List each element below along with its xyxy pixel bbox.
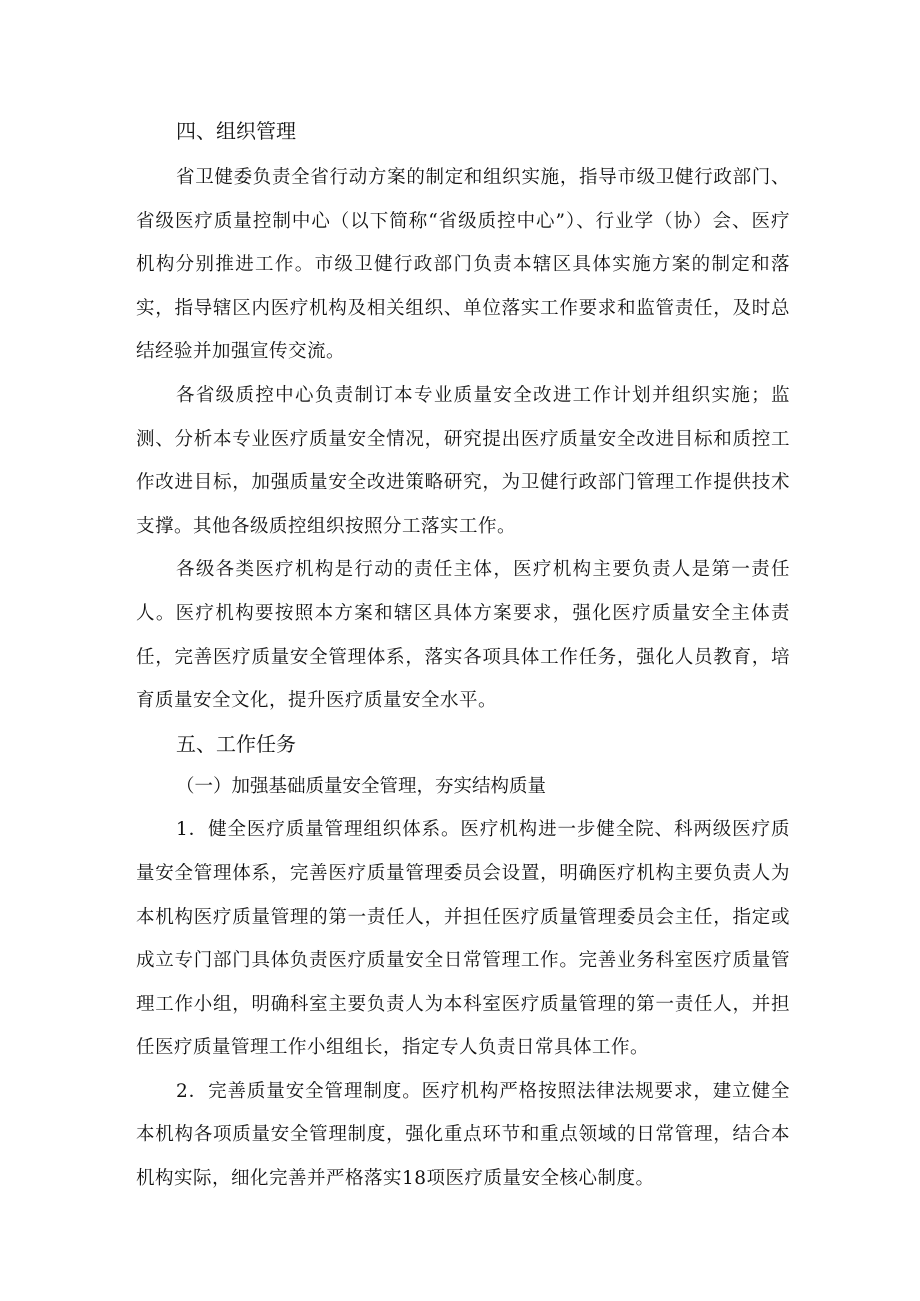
document-body <box>136 110 790 1201</box>
paragraph: 2．完善质量安全管理制度。医疗机构严格按照法律法规要求，建立健全本机构各项质量安全管理制度，强化重点环节和重点领域的日常管理，结合本机构实际，细化完善并严格落实18项医疗质量安全核心制度。 <box>136 1080 790 1190</box>
subsection-heading: （一）加强基础质量安全管理，夯实结构质量 <box>176 775 547 797</box>
paragraph: 各省级质控中心负责制订本专业质量安全改进工作计划并组织实施；监测、分析本专业医疗质量安全情况，研究提出医疗质量安全改进目标和质控工作改进目标，加强质量安全改进策略研究，为卫健行政部门管理工作提供技术支撑。其他各级质控组织按照分工落实工作。 <box>136 384 790 537</box>
paragraph: 各级各类医疗机构是行动的责任主体，医疗机构主要负责人是第一责任人。医疗机构要按照本方案和辖区具体方案要求，强化医疗质量安全主体责任，完善医疗质量安全管理体系，落实各项具体工作任务，强化人员教育，培育质量安全文化，提升医疗质量安全水平。 <box>136 559 790 712</box>
section-heading-organization: 四、组织管理 <box>176 119 296 143</box>
paragraph: 1．健全医疗质量管理组织体系。医疗机构进一步健全院、科两级医疗质量安全管理体系，完善医疗质量管理委员会设置，明确医疗机构主要负责人为本机构医疗质量管理的第一责任人，并担任医疗质量管理委员会主任，指定或成立专门部门具体负责医疗质量安全日常管理工作。完善业务科室医疗质量管理工作小组，明确科室主要负责人为本科室医疗质量管理的第一责任人，并担任医疗质量管理工作小组组长，指定专人负责日常具体工作。 <box>136 819 790 1059</box>
paragraph: 省卫健委负责全省行动方案的制定和组织实施，指导市级卫健行政部门、省级医疗质量控制中心（以下简称“省级质控中心”）、行业学（协）会、医疗机构分别推进工作。市级卫健行政部门负责本辖区具体实施方案的制定和落实，指导辖区内医疗机构及相关组织、单位落实工作要求和监管责任，及时总结经验并加强宣传交流。 <box>136 167 790 363</box>
section-heading-tasks: 五、工作任务 <box>176 731 296 756</box>
